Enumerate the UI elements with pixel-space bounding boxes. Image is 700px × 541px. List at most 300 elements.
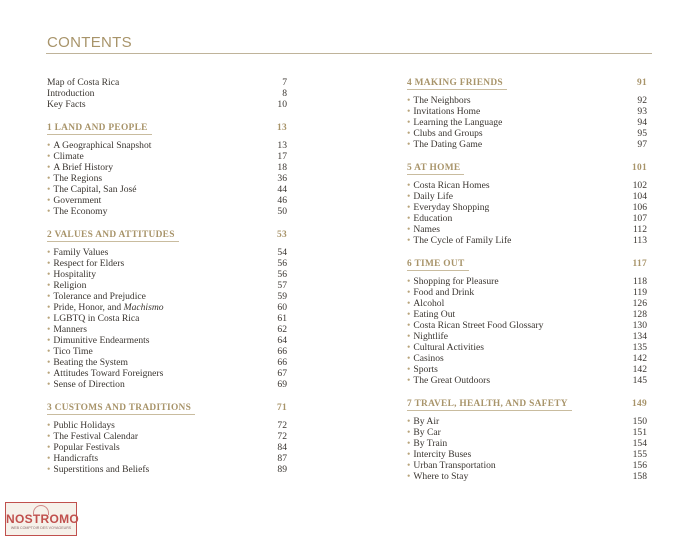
globe-icon — [33, 505, 49, 515]
entry-title: Costa Rican Street Food Glossary — [413, 320, 544, 331]
entry-page: 36 — [277, 173, 287, 184]
toc-entry[interactable] — [407, 213, 647, 224]
bullet-icon: • — [407, 213, 411, 224]
section-page: 71 — [277, 403, 287, 413]
bullet-icon: • — [47, 162, 51, 173]
bullet-icon: • — [47, 269, 51, 280]
toc-entry[interactable] — [47, 99, 287, 110]
toc-entry[interactable] — [47, 280, 287, 291]
entry-label-wrap — [47, 258, 124, 269]
toc-entry[interactable] — [47, 151, 287, 162]
bullet-icon: • — [407, 320, 411, 331]
entry-title: The Neighbors — [413, 95, 471, 106]
entry-label-wrap — [407, 224, 440, 235]
bullet-icon: • — [47, 173, 51, 184]
entry-page: 64 — [277, 335, 287, 346]
entry-label-wrap — [47, 195, 101, 206]
entry-title: A Geographical Snapshot — [53, 140, 152, 151]
toc-entry[interactable] — [47, 420, 287, 431]
entry-label-wrap — [407, 139, 482, 150]
entry-label-wrap — [407, 416, 439, 427]
entry-title: Intercity Buses — [413, 449, 472, 460]
entry-title: Everyday Shopping — [413, 202, 490, 213]
entry-title: The Regions — [53, 173, 103, 184]
entry-page: 134 — [632, 331, 647, 342]
entry-title: Sports — [413, 364, 438, 375]
bullet-icon: • — [407, 202, 411, 213]
entry-title: Nightlife — [413, 331, 448, 342]
entry-label-wrap — [47, 368, 163, 379]
entry-page: 113 — [632, 235, 647, 246]
toc-entry[interactable] — [407, 364, 647, 375]
entry-page: 50 — [277, 206, 287, 217]
entry-page: 66 — [277, 357, 287, 368]
bullet-icon: • — [407, 235, 411, 246]
entry-title: Eating Out — [413, 309, 456, 320]
entry-title: Costa Rican Homes — [413, 180, 490, 191]
bullet-icon: • — [47, 357, 51, 368]
entry-label-wrap — [407, 438, 447, 449]
toc-entry[interactable] — [407, 128, 647, 139]
toc-entry[interactable] — [407, 191, 647, 202]
bullet-icon: • — [47, 184, 51, 195]
entry-label-wrap — [47, 442, 120, 453]
section-title: 5 AT HOME — [407, 162, 464, 175]
bullet-icon: • — [407, 224, 411, 235]
entry-label-wrap — [47, 431, 138, 442]
entry-title: Key Facts — [47, 99, 86, 110]
toc-entry[interactable] — [407, 449, 647, 460]
section-heading[interactable] — [407, 398, 647, 411]
bullet-icon: • — [407, 117, 411, 128]
entry-title: Pride, Honor, and Machismo — [53, 302, 164, 313]
entry-title: Government — [53, 195, 102, 206]
entry-page: 7 — [282, 77, 287, 88]
entry-label-wrap — [47, 173, 102, 184]
entry-label-wrap — [407, 276, 499, 287]
nostromo-logo — [5, 502, 80, 536]
entry-title: Hospitality — [53, 269, 96, 280]
toc-entry[interactable] — [47, 195, 287, 206]
entry-title: Introduction — [47, 88, 95, 99]
toc-entry[interactable] — [407, 331, 647, 342]
toc-entry[interactable] — [407, 320, 647, 331]
bullet-icon: • — [407, 460, 411, 471]
entry-label-wrap — [47, 206, 107, 217]
entry-page: 13 — [277, 140, 287, 151]
entry-page: 84 — [277, 442, 287, 453]
logo-name: NOSTROMO — [6, 512, 80, 526]
entry-page: 112 — [632, 224, 647, 235]
toc-entry[interactable] — [407, 139, 647, 150]
entry-page: 94 — [637, 117, 647, 128]
toc-entry[interactable] — [407, 106, 647, 117]
entry-page: 106 — [632, 202, 647, 213]
entry-label-wrap — [407, 191, 453, 202]
section-title: 3 CUSTOMS AND TRADITIONS — [47, 402, 195, 415]
entry-label-wrap — [407, 449, 471, 460]
entry-title: Invitations Home — [413, 106, 481, 117]
entry-label-wrap — [407, 342, 484, 353]
entry-page: 158 — [632, 471, 647, 482]
toc-entry[interactable] — [47, 464, 287, 475]
bullet-icon: • — [407, 309, 411, 320]
section-title: 6 TIME OUT — [407, 258, 469, 271]
bullet-icon: • — [407, 449, 411, 460]
bullet-icon: • — [47, 442, 51, 453]
entry-title: The Festival Calendar — [53, 431, 139, 442]
entry-title: Sense of Direction — [53, 379, 125, 390]
bullet-icon: • — [47, 195, 51, 206]
entry-page: 150 — [632, 416, 647, 427]
entry-page: 18 — [277, 162, 287, 173]
entry-label-wrap — [407, 309, 455, 320]
toc-section — [47, 229, 287, 390]
toc-entry[interactable] — [407, 202, 647, 213]
toc-entry[interactable] — [407, 276, 647, 287]
entry-title: Food and Drink — [413, 287, 475, 298]
entry-page: 66 — [277, 346, 287, 357]
toc-section — [47, 402, 287, 475]
entry-label-wrap — [47, 280, 86, 291]
section-page: 149 — [632, 399, 647, 409]
toc-entry[interactable] — [407, 342, 647, 353]
toc-section — [47, 77, 287, 110]
toc-entry[interactable] — [407, 224, 647, 235]
entry-label-wrap — [47, 291, 146, 302]
bullet-icon: • — [47, 280, 51, 291]
entry-label-wrap — [47, 379, 125, 390]
section-title: 7 TRAVEL, HEALTH, AND SAFETY — [407, 398, 572, 411]
entry-page: 118 — [632, 276, 647, 287]
entry-page: 119 — [632, 287, 647, 298]
toc-entry[interactable] — [47, 258, 287, 269]
section-heading[interactable] — [407, 77, 647, 90]
bullet-icon: • — [407, 471, 411, 482]
toc-entry[interactable] — [407, 353, 647, 364]
toc-entry[interactable] — [47, 291, 287, 302]
entry-page: 56 — [277, 258, 287, 269]
entry-label-wrap — [47, 346, 93, 357]
toc-left-column — [47, 77, 287, 475]
entry-label-wrap — [407, 106, 480, 117]
entry-title: Shopping for Pleasure — [413, 276, 499, 287]
entry-title: The Economy — [53, 206, 108, 217]
entry-title: Beating the System — [53, 357, 128, 368]
toc-right-column — [407, 77, 647, 482]
entry-page: 62 — [277, 324, 287, 335]
entry-page: 72 — [277, 431, 287, 442]
entry-title: Learning the Language — [413, 117, 503, 128]
entry-label-wrap — [407, 202, 489, 213]
entry-title: Daily Life — [413, 191, 454, 202]
toc-entry[interactable] — [47, 346, 287, 357]
toc-entry[interactable] — [47, 206, 287, 217]
entry-page: 54 — [277, 247, 287, 258]
bullet-icon: • — [407, 139, 411, 150]
entry-title: The Dating Game — [413, 139, 483, 150]
entry-label-wrap — [47, 140, 151, 151]
entry-page: 8 — [282, 88, 287, 99]
bullet-icon: • — [407, 287, 411, 298]
entry-label-wrap — [407, 235, 511, 246]
entry-title: Cultural Activities — [413, 342, 484, 353]
entry-label-wrap — [407, 320, 543, 331]
toc-entry[interactable] — [47, 184, 287, 195]
entry-label-wrap — [47, 324, 87, 335]
entry-title: Map of Costa Rica — [47, 77, 120, 88]
entry-page: 97 — [637, 139, 647, 150]
entry-title: A Brief History — [53, 162, 114, 173]
entry-title: By Air — [413, 416, 440, 427]
bullet-icon: • — [407, 180, 411, 191]
entry-title: Where to Stay — [413, 471, 469, 482]
entry-label-wrap — [47, 247, 108, 258]
bullet-icon: • — [407, 353, 411, 364]
bullet-icon: • — [407, 106, 411, 117]
entry-page: 87 — [277, 453, 287, 464]
entry-page: 56 — [277, 269, 287, 280]
section-heading[interactable] — [407, 162, 647, 175]
toc-section — [407, 162, 647, 246]
entry-title: Casinos — [413, 353, 444, 364]
entry-label-wrap — [47, 302, 164, 313]
toc-entry[interactable] — [407, 95, 647, 106]
entry-page: 92 — [637, 95, 647, 106]
entry-label-wrap — [407, 375, 490, 386]
entry-label-wrap — [47, 99, 86, 110]
entry-page: 142 — [632, 364, 647, 375]
bullet-icon: • — [47, 151, 51, 162]
bullet-icon: • — [47, 313, 51, 324]
bullet-icon: • — [407, 298, 411, 309]
entry-label-wrap — [47, 77, 119, 88]
bullet-icon: • — [47, 453, 51, 464]
toc-entry[interactable] — [407, 375, 647, 386]
entry-page: 154 — [632, 438, 647, 449]
entry-label-wrap — [47, 420, 115, 431]
bullet-icon: • — [407, 364, 411, 375]
toc-section — [407, 258, 647, 386]
toc-entry[interactable] — [47, 173, 287, 184]
entry-label-wrap — [47, 88, 94, 99]
entry-label-wrap — [47, 313, 139, 324]
toc-entry[interactable] — [407, 287, 647, 298]
toc-entry[interactable] — [47, 368, 287, 379]
entry-page: 102 — [632, 180, 647, 191]
entry-label-wrap — [47, 184, 137, 195]
entry-label-wrap — [407, 213, 452, 224]
bullet-icon: • — [407, 375, 411, 386]
entry-page: 72 — [277, 420, 287, 431]
section-heading[interactable] — [407, 258, 647, 271]
entry-page: 57 — [277, 280, 287, 291]
bullet-icon: • — [47, 258, 51, 269]
bullet-icon: • — [407, 427, 411, 438]
entry-label-wrap — [407, 364, 438, 375]
entry-page: 126 — [632, 298, 647, 309]
entry-title: Urban Transportation — [413, 460, 496, 471]
entry-label-wrap — [47, 453, 98, 464]
entry-label-wrap — [407, 287, 474, 298]
entry-label-wrap — [47, 357, 128, 368]
toc-entry[interactable] — [407, 438, 647, 449]
bullet-icon: • — [47, 335, 51, 346]
entry-title: Tolerance and Prejudice — [53, 291, 146, 302]
toc-entry[interactable] — [407, 180, 647, 191]
section-page: 53 — [277, 230, 287, 240]
entry-page: 145 — [632, 375, 647, 386]
entry-page: 104 — [632, 191, 647, 202]
entry-label-wrap — [47, 151, 84, 162]
entry-title: By Train — [413, 438, 448, 449]
section-heading[interactable] — [47, 402, 287, 415]
section-title: 4 MAKING FRIENDS — [407, 77, 507, 90]
entry-page: 128 — [632, 309, 647, 320]
toc-entry[interactable] — [47, 77, 287, 88]
bullet-icon: • — [47, 291, 51, 302]
entry-label-wrap — [407, 298, 444, 309]
entry-title: Climate — [53, 151, 84, 162]
entry-title: Alcohol — [413, 298, 445, 309]
entry-page: 44 — [277, 184, 287, 195]
entry-page: 151 — [632, 427, 647, 438]
toc-entry[interactable] — [47, 162, 287, 173]
entry-label-wrap — [407, 117, 502, 128]
entry-title: LGBTQ in Costa Rica — [53, 313, 140, 324]
page-title: CONTENTS — [47, 34, 132, 51]
entry-title: Names — [413, 224, 440, 235]
title-rule — [46, 53, 652, 54]
toc-entry[interactable] — [47, 335, 287, 346]
bullet-icon: • — [47, 379, 51, 390]
entry-page: 155 — [632, 449, 647, 460]
entry-page: 10 — [277, 99, 287, 110]
bullet-icon: • — [47, 302, 51, 313]
entry-title: Handicrafts — [53, 453, 99, 464]
bullet-icon: • — [407, 128, 411, 139]
bullet-icon: • — [407, 416, 411, 427]
entry-title: Family Values — [53, 247, 109, 258]
entry-title: Education — [413, 213, 453, 224]
entry-page: 107 — [632, 213, 647, 224]
toc-entry[interactable] — [47, 247, 287, 258]
entry-page: 130 — [632, 320, 647, 331]
entry-page: 59 — [277, 291, 287, 302]
logo-tagline: WEB COMPTOIR DES VOYAGEURS — [10, 526, 72, 530]
entry-label-wrap — [407, 95, 471, 106]
toc-section — [47, 122, 287, 217]
toc-entry[interactable] — [407, 471, 647, 482]
bullet-icon: • — [407, 331, 411, 342]
bullet-icon: • — [47, 464, 51, 475]
entry-title: Dimunitive Endearments — [53, 335, 150, 346]
entry-page: 142 — [632, 353, 647, 364]
toc-entry[interactable] — [47, 442, 287, 453]
entry-page: 93 — [637, 106, 647, 117]
toc-entry[interactable] — [47, 313, 287, 324]
toc-entry[interactable] — [407, 460, 647, 471]
toc-entry[interactable] — [47, 379, 287, 390]
entry-title: Clubs and Groups — [413, 128, 483, 139]
entry-label-wrap — [47, 162, 113, 173]
entry-label-wrap — [407, 471, 468, 482]
bullet-icon: • — [47, 247, 51, 258]
toc-section — [407, 77, 647, 150]
toc-entry[interactable] — [47, 357, 287, 368]
toc-entry[interactable] — [47, 302, 287, 313]
section-heading[interactable] — [47, 122, 287, 135]
bullet-icon: • — [47, 324, 51, 335]
section-page: 117 — [632, 259, 647, 269]
entry-title: The Cycle of Family Life — [413, 235, 512, 246]
bullet-icon: • — [47, 140, 51, 151]
entry-label-wrap — [47, 464, 149, 475]
bullet-icon: • — [47, 368, 51, 379]
bullet-icon: • — [47, 420, 51, 431]
entry-title: The Great Outdoors — [413, 375, 491, 386]
entry-label-wrap — [407, 180, 490, 191]
toc-entry[interactable] — [47, 269, 287, 280]
toc-entry[interactable] — [47, 453, 287, 464]
section-title: 2 VALUES AND ATTITUDES — [47, 229, 179, 242]
toc-entry[interactable] — [407, 427, 647, 438]
entry-label-wrap — [47, 335, 150, 346]
entry-title: Tico Time — [53, 346, 93, 357]
toc-entry[interactable] — [47, 88, 287, 99]
entry-page: 69 — [277, 379, 287, 390]
bullet-icon: • — [47, 206, 51, 217]
toc-entry[interactable] — [407, 416, 647, 427]
toc-entry[interactable] — [407, 309, 647, 320]
entry-title: Religion — [53, 280, 87, 291]
entry-label-wrap — [407, 331, 448, 342]
section-title: 1 LAND AND PEOPLE — [47, 122, 152, 135]
entry-title: Public Holidays — [53, 420, 115, 431]
entry-label-wrap — [47, 269, 96, 280]
bullet-icon: • — [407, 342, 411, 353]
toc-entry[interactable] — [47, 431, 287, 442]
bullet-icon: • — [47, 431, 51, 442]
entry-page: 89 — [277, 464, 287, 475]
toc-entry[interactable] — [407, 235, 647, 246]
entry-title: The Capital, San José — [53, 184, 137, 195]
toc-entry[interactable] — [407, 298, 647, 309]
bullet-icon: • — [47, 346, 51, 357]
toc-entry[interactable] — [47, 140, 287, 151]
toc-entry[interactable] — [407, 117, 647, 128]
entry-page: 46 — [277, 195, 287, 206]
section-page: 91 — [637, 78, 647, 88]
entry-title: Attitudes Toward Foreigners — [53, 368, 164, 379]
entry-title: Manners — [53, 324, 87, 335]
entry-page: 67 — [277, 368, 287, 379]
entry-page: 61 — [277, 313, 287, 324]
entry-label-wrap — [407, 427, 441, 438]
section-page: 101 — [632, 163, 647, 173]
entry-label-wrap — [407, 460, 496, 471]
bullet-icon: • — [407, 438, 411, 449]
section-heading[interactable] — [47, 229, 287, 242]
bullet-icon: • — [407, 95, 411, 106]
toc-entry[interactable] — [47, 324, 287, 335]
entry-title: By Car — [413, 427, 441, 438]
entry-page: 95 — [637, 128, 647, 139]
entry-title: Superstitions and Beliefs — [53, 464, 150, 475]
toc-section — [407, 398, 647, 482]
section-page: 13 — [277, 123, 287, 133]
entry-page: 60 — [277, 302, 287, 313]
